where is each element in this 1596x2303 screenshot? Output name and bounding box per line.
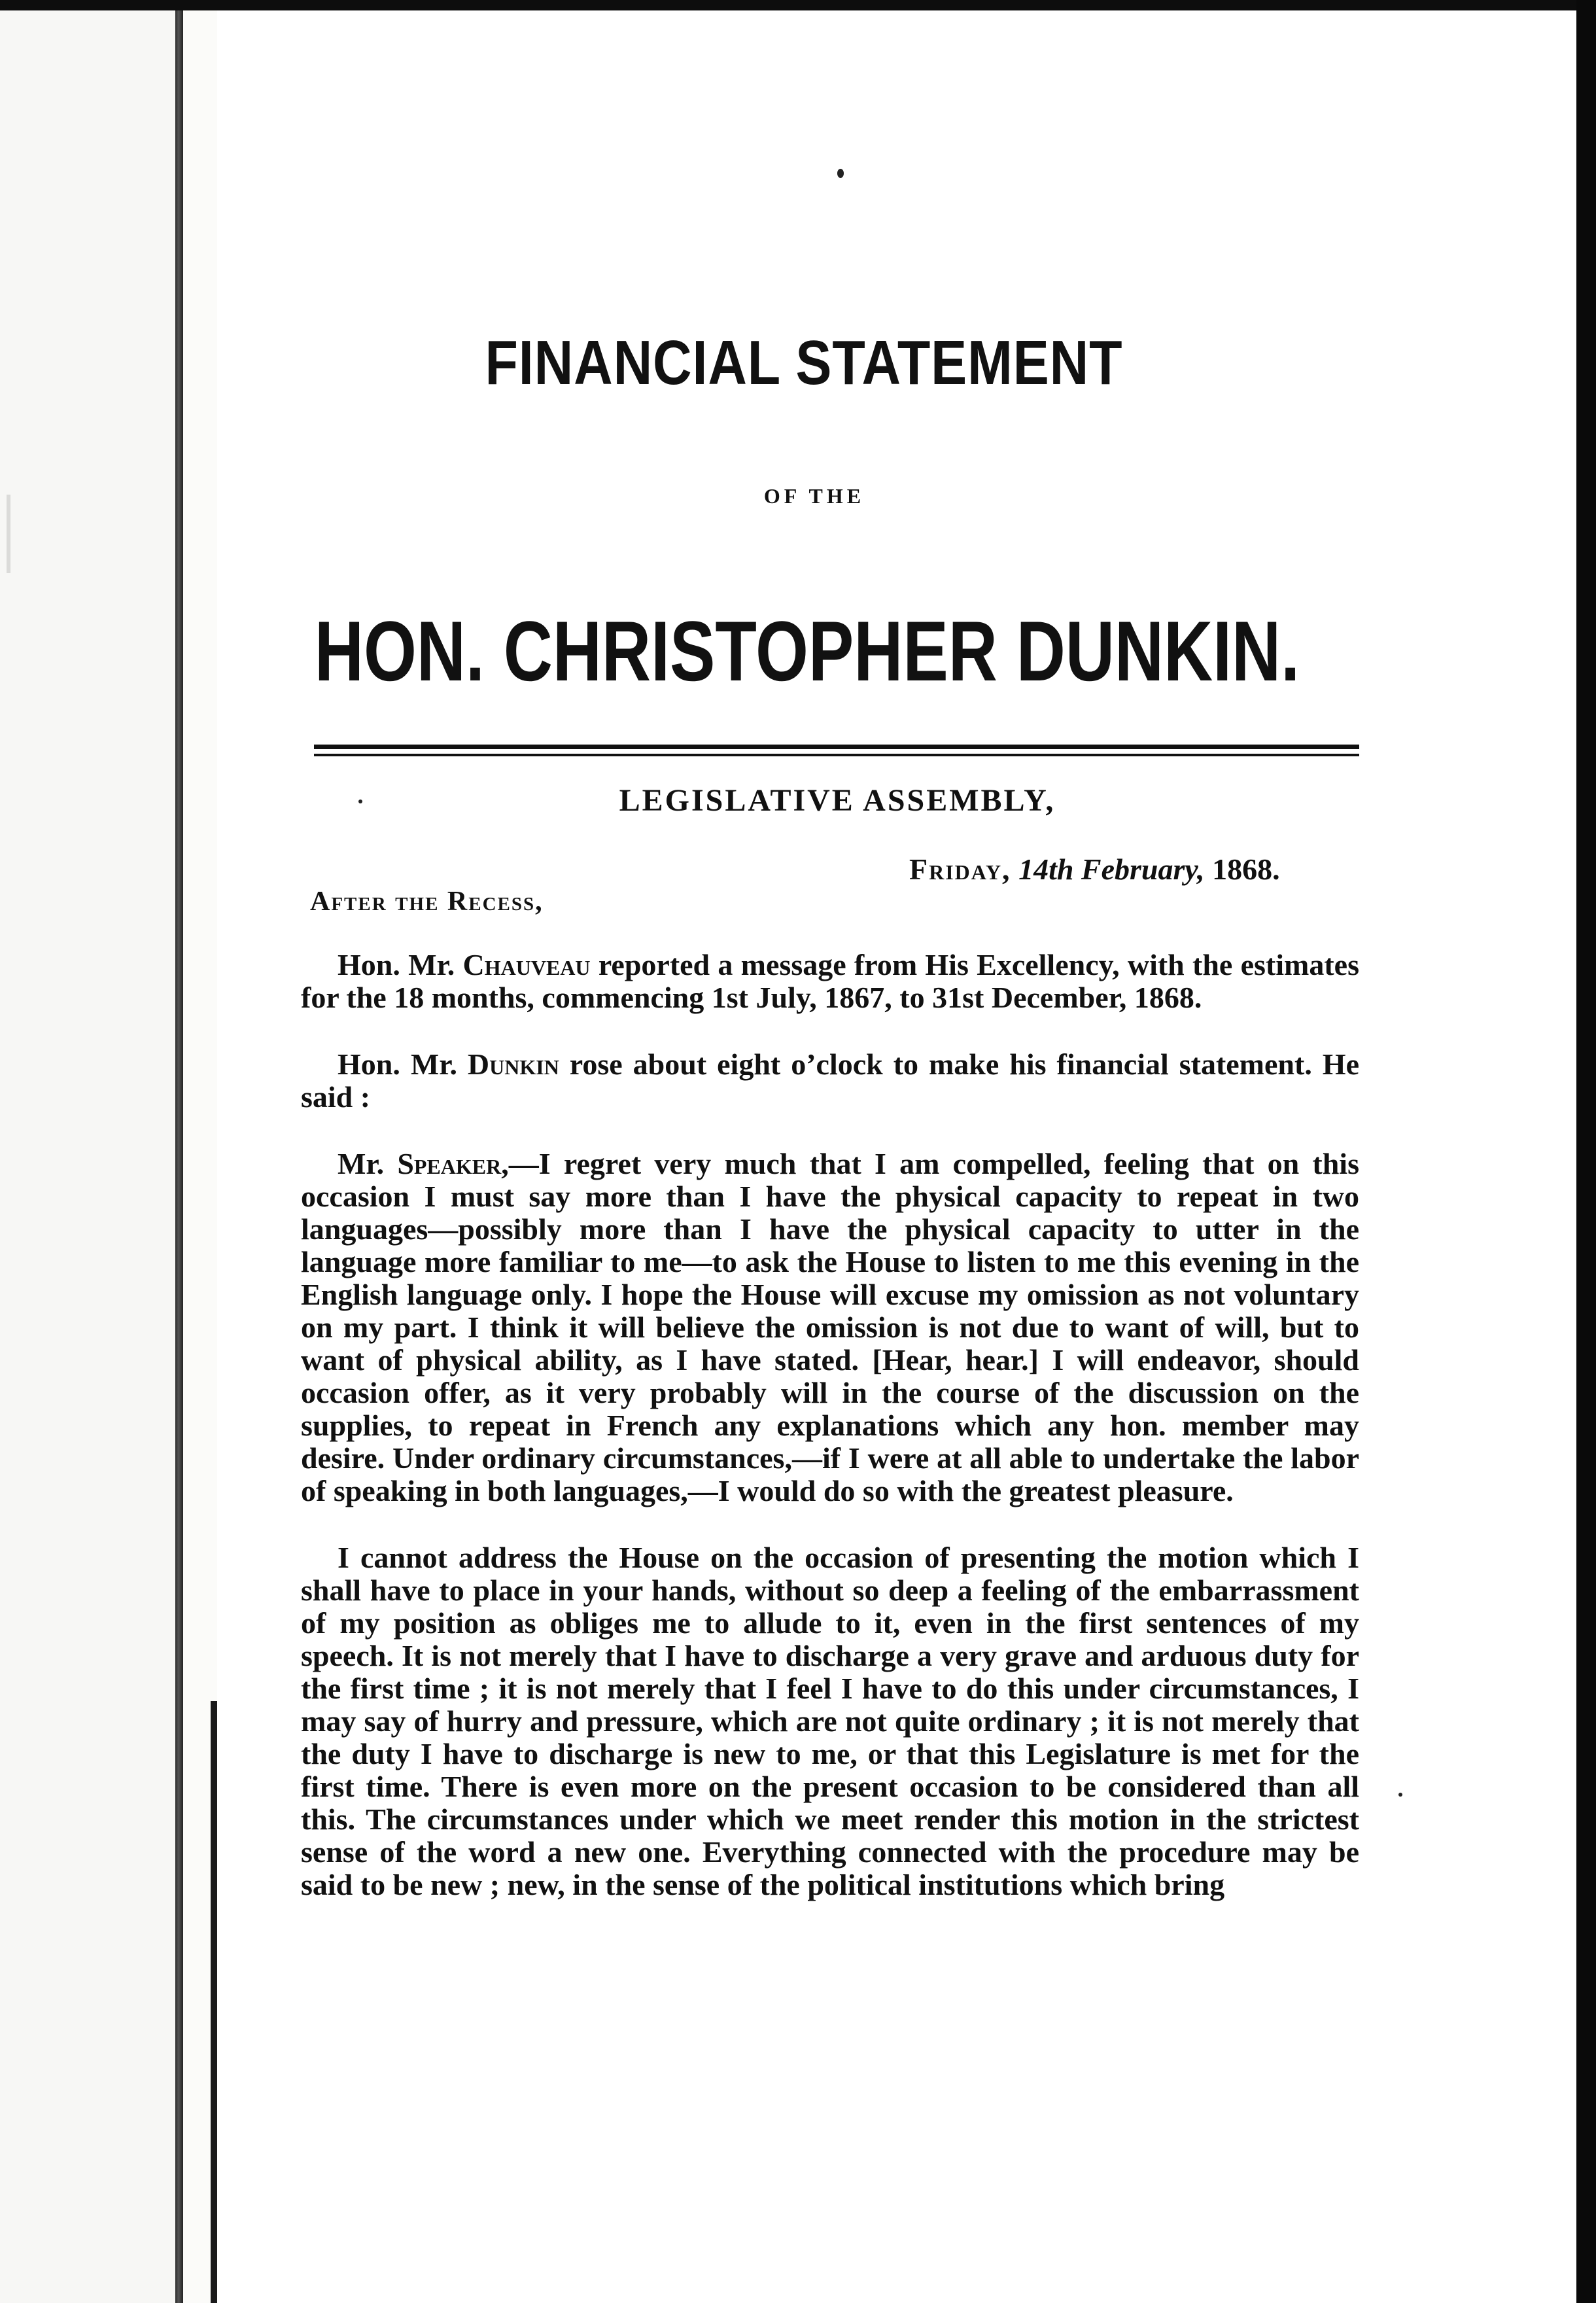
speaker-surname: Dunkin — [467, 1047, 559, 1081]
scan-top-edge — [0, 0, 1596, 10]
print-speck — [1398, 1793, 1402, 1797]
title-connector: OF THE — [763, 484, 865, 508]
speaker-prefix: Mr. — [338, 1147, 398, 1180]
body-text — [301, 949, 1359, 1935]
date-day-month: 14th February, — [1018, 853, 1205, 886]
paragraph-dunkin-rises — [301, 1048, 1359, 1114]
paragraph-chauveau — [301, 949, 1359, 1014]
paragraph-text: rose about eight o’clock to make his financial statement. He said : — [301, 1047, 1359, 1114]
page-shadow — [211, 1701, 217, 2303]
document-title: FINANCIAL STATEMENT — [485, 328, 1123, 398]
paragraph-mr-speaker — [301, 1148, 1359, 1507]
speaker-surname: Speaker — [397, 1147, 502, 1180]
paragraph-text: ,—I regret very much that I am compelled, feeling that on this occasion I must say more than I have the physical capacity to repeat in two languages—possibly more than I have the physical capacity to utter in the language more familiar to me—to ask the House to listen to me this evening in the English language only. I hope the House will excuse my omission as not voluntary on my part. I think it will believe the omission is not due to want of will, but to want of physical ability, as I have stated. [Hear, hear.] I will endeavor, should occasion offer, as it very probably will in the course of the discussion on the supplies, to repeat in French any explanations which any hon. member may desire. Under ordinary circumstances,—if I were at all able to undertake the labor of speaking in both languages,—I would do so with the greatest pleasure. — [301, 1147, 1359, 1507]
date-year: 1868. — [1212, 853, 1280, 886]
print-speck — [837, 169, 844, 178]
assembly-heading: LEGISLATIVE ASSEMBLY, — [619, 783, 1056, 818]
paragraph-address-house — [301, 1541, 1359, 1901]
recess-heading: After the Recess, — [310, 887, 544, 917]
double-rule-top — [314, 745, 1359, 749]
speaker-surname: Chauveau — [462, 948, 591, 981]
double-rule-bottom — [314, 754, 1359, 756]
paragraph-text: reported a message from His Excellency, with the estimates for the 18 months, commencing 1st July, 1867, to 31st December, 1868. — [301, 948, 1359, 1014]
session-date — [909, 852, 1280, 887]
speaker-name-heading: HON. CHRISTOPHER DUNKIN. — [314, 603, 1300, 699]
paragraph-text: I cannot address the House on the occasion of presenting the motion which I shall have to place in your hands, without so deep a feeling of the embarrassment of my position as obliges me to allude to it, even in the first sentences of my speech. It is not merely that I have to discharge a very grave and arduous duty for the first time ; it is not merely that I feel I have to do this under circumstances, I may say of hurry and pressure, which are not quite ordinary ; it is not merely that the duty I have to discharge is new to me, or that this Legislature is met for the first time. There is even more on the present occasion to be considered than all this. The circumstances under which we meet render this motion in the strictest sense of the word a new one. Everything connected with the procedure may be said to be new ; new, in the sense of the political institutions which bring — [301, 1541, 1359, 1901]
speaker-prefix: Hon. Mr. — [338, 948, 463, 981]
speaker-prefix: Hon. Mr. — [338, 1047, 468, 1081]
scan-right-edge — [1576, 0, 1596, 2303]
date-weekday: Friday, — [909, 853, 1011, 886]
